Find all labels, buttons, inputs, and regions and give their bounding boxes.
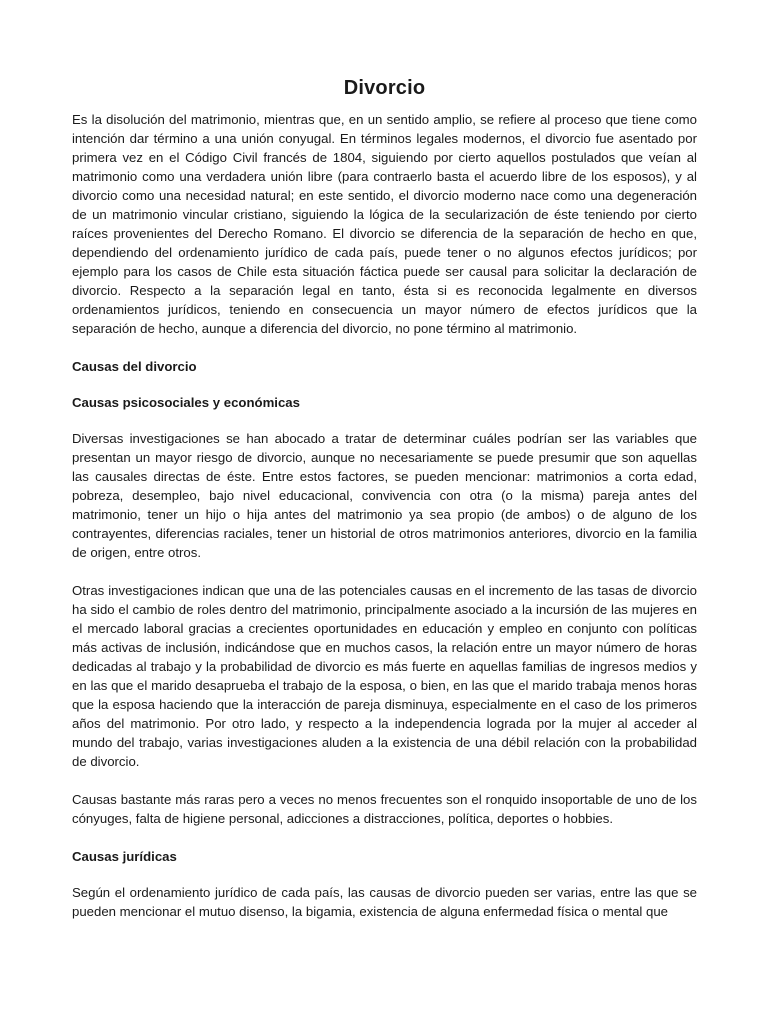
subsection-heading-juridicas: Causas jurídicas (72, 849, 177, 864)
paragraph-psicosociales-2: Otras investigaciones indican que una de las potenciales causas en el incremento de las tasas de divorcio ha sido el cambio de roles dentro del matrimonio, principalmente asociado a la incursión de las mujeres en el mercado laboral gracias a crecientes oportunidades en educación y empleo en conjunto con políticas más activas de inclusión, indicándose que en muchos casos, la relación entre un mayor número de horas dedicadas al trabajo y la probabilidad de divorcio es más fuerte en aquellas familias de ingresos medios y en las que el marido desaprueba el trabajo de la esposa, o bien, en las que el marido trabaja menos horas que la esposa haciendo que la interacción de pareja disminuya, especialmente en el caso de los primeros años del matrimonio. Por otro lado, y respecto a la independencia lograda por la mujer al acceder al mundo del trabajo, varias investigaciones aluden a la existencia de una débil relación con la probabilidad de divorcio. (72, 583, 697, 769)
paragraph-psicosociales-3: Causas bastante más raras pero a veces no menos frecuentes son el ronquido insoportable de uno de los cónyuges, falta de higiene personal, adicciones a distracciones, política, deportes o hobbies. (72, 792, 697, 826)
subsection-heading-psicosociales: Causas psicosociales y económicas (72, 395, 300, 410)
intro-paragraph: Es la disolución del matrimonio, mientras que, en un sentido amplio, se refiere al proceso que tiene como intención dar término a una unión conyugal. En términos legales modernos, el divorcio fue asentado por primera vez en el Código Civil francés de 1804, siguiendo por cierto aquellos postulados que veían al matrimonio como una verdadera unión libre (para contraerlo basta el acuerdo libre de los esposos), y al divorcio como una necesidad natural; en este sentido, el divorcio moderno nace como una degeneración de un matrimonio vincular cristiano, siguiendo la lógica de la secularización de éste teniendo por cierto raíces provenientes del Derecho Romano. El divorcio se diferencia de la separación de hecho en que, dependiendo del ordenamiento jurídico de cada país, puede tener o no algunos efectos jurídicos; por ejemplo para los casos de Chile esta situación fáctica puede ser causal para solicitar la declaración de divorcio. Respecto a la separación legal en tanto, ésta si es reconocida legalmente en diversos ordenamientos jurídicos, teniendo en consecuencia un mayor número de efectos jurídicos que la separación de hecho, aunque a diferencia del divorcio, no pone término al matrimonio. (72, 112, 697, 336)
paragraph-psicosociales-1: Diversas investigaciones se han abocado a tratar de determinar cuáles podrían ser las variables que presentan un mayor riesgo de divorcio, aunque no necesariamente se puede presumir que son aquellas las causales directas de éste. Entre estos factores, se pueden mencionar: matrimonios a corta edad, pobreza, desempleo, bajo nivel educacional, convivencia con otra (o la misma) pareja antes del matrimonio, tener un hijo o hija antes del matrimonio ya sea propio (de ambos) o de alguno de los contrayentes, diferencias raciales, tener un historial de otros matrimonios anteriores, divorcio en la familia de origen, entre otros. (72, 431, 697, 560)
page-title: Divorcio (343, 77, 426, 99)
paragraph-juridicas-1: Según el ordenamiento jurídico de cada país, las causas de divorcio pueden ser varias, entre las que se pueden mencionar el mutuo disenso, la bigamia, existencia de alguna enfermedad física o mental que (72, 885, 697, 919)
section-heading-causas: Causas del divorcio (72, 359, 197, 374)
